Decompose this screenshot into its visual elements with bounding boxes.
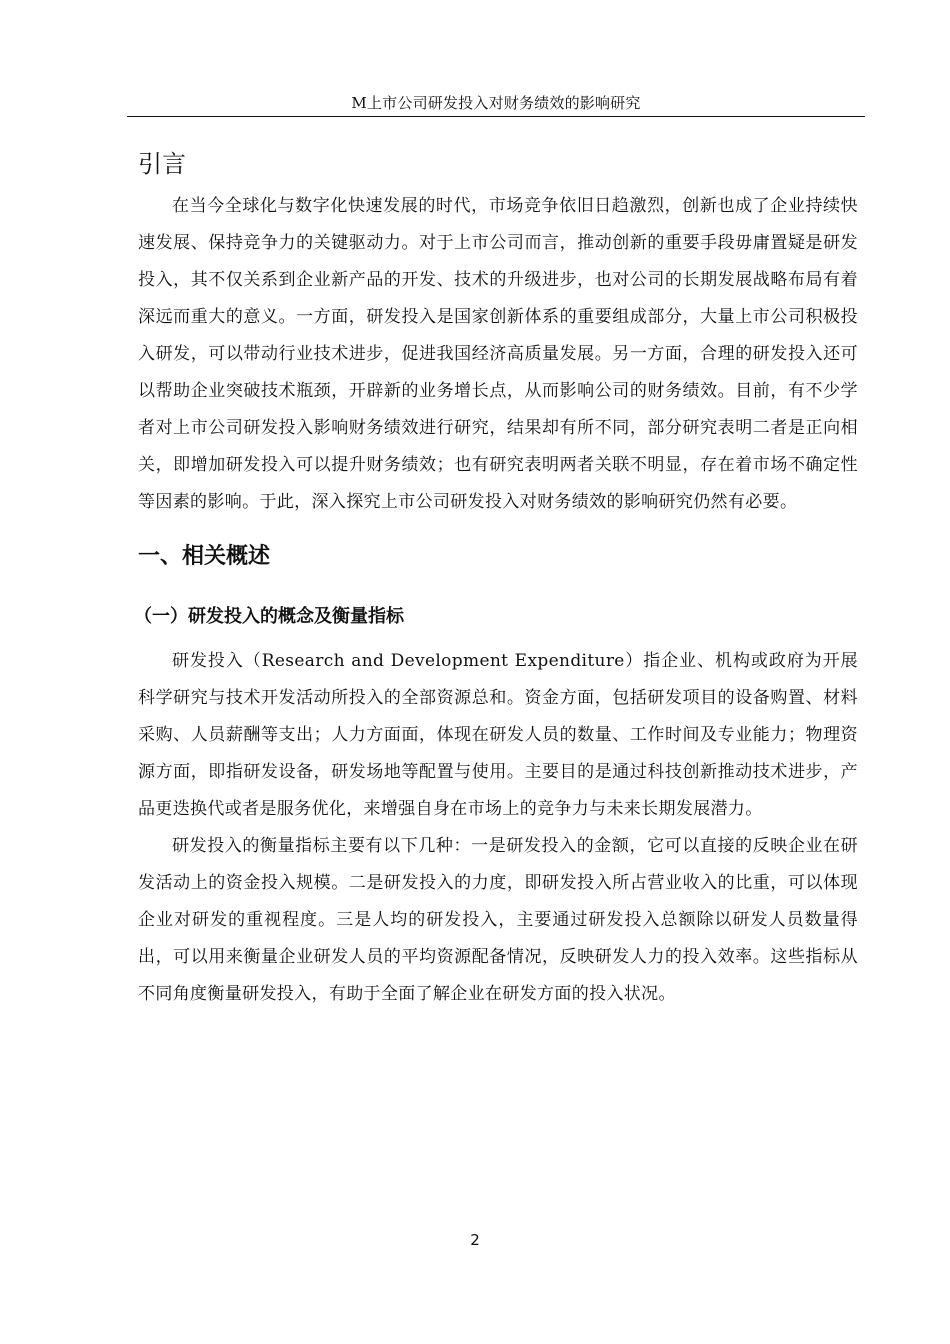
section-heading: 一、相关概述 [138, 544, 271, 569]
page-number: 2 [470, 1231, 480, 1249]
intro-heading: 引言 [138, 150, 186, 178]
page-content [134, 140, 858, 1013]
subsection-heading: （一）研发投入的概念及衡量指标 [134, 606, 404, 627]
body-paragraph-indicators: 研发投入的衡量指标主要有以下几种：一是研发投入的金额，它可以直接的反映企业在研发活动上的资金投入规模。二是研发投入的力度，即研发投入所占营业收入的比重，可以体现企业对研发的重视程度。三是人均的研发投入，主要通过研发投入总额除以研发人员数量得出，可以用来衡量企业研发人员的平均资源配备情况，反映研发人力的投入效率。这些指标从不同角度衡量研发投入，有助于全面了解企业在研发方面的投入状况。 [138, 836, 858, 1004]
intro-paragraph: 在当今全球化与数字化快速发展的时代，市场竞争依旧日趋激烈，创新也成了企业持续快速发展、保持竞争力的关键驱动力。对于上市公司而言，推动创新的重要手段毋庸置疑是研发投入，其不仅关系到企业新产品的开发、技术的升级进步，也对公司的长期发展战略布局有着深远而重大的意义。一方面，研发投入是国家创新体系的重要组成部分，大量上市公司积极投入研发，可以带动行业技术进步，促进我国经济高质量发展。另一方面，合理的研发投入还可以帮助企业突破技术瓶颈，开辟新的业务增长点，从而影响公司的财务绩效。目前，有不少学者对上市公司研发投入影响财务绩效进行研究，结果却有所不同，部分研究表明二者是正向相关，即增加研发投入可以提升财务绩效；也有研究表明两者关联不明显，存在着市场不确定性等因素的影响。于此，深入探究上市公司研发投入对财务绩效的影响研究仍然有必要。 [138, 196, 858, 512]
body-paragraph-definition: 研发投入（Research and Development Expenditure）指企业、机构或政府为开展科学研究与技术开发活动所投入的全部资源总和。资金方面，包括研发项目的设备购置、材料采购、人员薪酬等支出；人力方面面，体现在研发人员的数量、工作时间及专业能力；物理资源方面，即指研发设备，研发场地等配置与使用。主要目的是通过科技创新推动技术进步，产品更迭换代或者是服务优化，来增强自身在市场上的竞争力与未来长期发展潜力。 [138, 651, 858, 819]
running-header: M上市公司研发投入对财务绩效的影响研究 [127, 89, 865, 117]
